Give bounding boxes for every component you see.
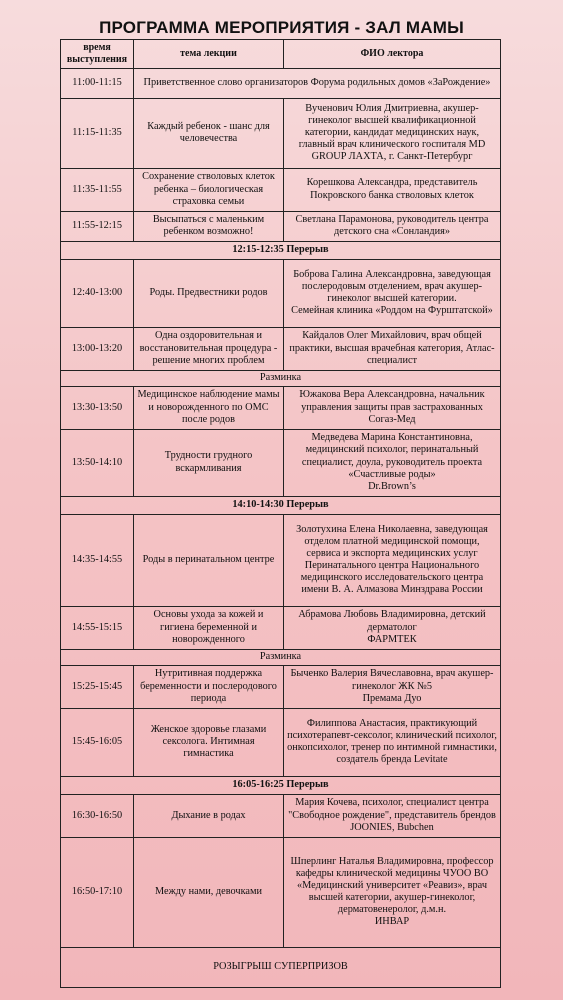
table-row [61, 386, 501, 429]
row-time: 14:35-14:55 [61, 514, 134, 606]
warmup-label: Разминка [61, 649, 501, 665]
break-row [61, 241, 501, 259]
table-row [61, 665, 501, 708]
table-row [61, 68, 501, 98]
page-title: ПРОГРАММА МЕРОПРИЯТИЯ - ЗАЛ МАМЫ [99, 18, 464, 37]
footer-row [61, 947, 501, 987]
warmup-row [61, 370, 501, 386]
row-topic: Нутритивная поддержка беременности и послеродового периода [134, 665, 284, 708]
row-topic: Роды. Предвестники родов [134, 259, 284, 327]
row-speaker: Абрамова Любовь Владимировна, детский дерматолог ФАРМТЕК [284, 606, 501, 649]
table-row [61, 429, 501, 496]
row-speaker: Быченко Валерия Вячеславовна, врач акушер-гинеколог ЖК №5 Премама Дуо [284, 665, 501, 708]
header-topic: тема лекции [134, 40, 284, 69]
row-speaker: Шперлинг Наталья Владимировна, профессор кафедры клинической медицины ЧУОО ВО «Медицинский университет «Реавиз», врач высшей категории, акушер-гинеколог, дерматовенеролог, д.м.н. ИНВАР [284, 837, 501, 947]
warmup-label: Разминка [61, 370, 501, 386]
row-topic: Сохранение стволовых клеток ребенка – биологическая страховка семьи [134, 168, 284, 211]
row-time: 16:30-16:50 [61, 794, 134, 837]
table-row [61, 327, 501, 370]
row-speaker: Мария Кочева, психолог, специалист центра "Свободное рождение", представитель брендов JOONIES, Bubchen [284, 794, 501, 837]
row-topic: Дыхание в родах [134, 794, 284, 837]
row-speaker: Южакова Вера Александровна, начальник управления защиты прав застрахованных Согаз-Мед [284, 386, 501, 429]
row-time: 15:25-15:45 [61, 665, 134, 708]
table-row [61, 259, 501, 327]
row-topic: Трудности грудного вскармливания [134, 429, 284, 496]
row-time: 15:45-16:05 [61, 708, 134, 776]
row-time: 13:50-14:10 [61, 429, 134, 496]
row-time: 11:00-11:15 [61, 68, 134, 98]
row-speaker: Филиппова Анастасия, практикующий психотерапевт-сексолог, клинический психолог, онкопсихолог, тренер по интимной гимнастики, создатель бренда Levitate [284, 708, 501, 776]
row-speaker: Боброва Галина Александровна, заведующая послеродовым отделением, врач акушер-гинеколог высшей категории. Семейная клиника «Роддом на Фурштатской» [284, 259, 501, 327]
break-label: 12:15-12:35 Перерыв [61, 241, 501, 259]
row-time: 12:40-13:00 [61, 259, 134, 327]
row-speaker: Корешкова Александра, представитель Покровского банка стволовых клеток [284, 168, 501, 211]
row-time: 16:50-17:10 [61, 837, 134, 947]
warmup-row [61, 649, 501, 665]
header-time: время выступления [61, 40, 134, 69]
prize-draw-label: РОЗЫГРЫШ СУПЕРПРИЗОВ [61, 947, 501, 987]
break-label: 14:10-14:30 Перерыв [61, 496, 501, 514]
row-welcome: Приветственное слово организаторов Форума родильных домов «ЗаРождение» [134, 68, 501, 98]
table-row [61, 794, 501, 837]
row-speaker: Светлана Парамонова, руководитель центра детского сна «Сонландия» [284, 211, 501, 241]
row-time: 11:35-11:55 [61, 168, 134, 211]
table-row [61, 837, 501, 947]
row-topic: Одна оздоровительная и восстановительная процедура - решение многих проблем [134, 327, 284, 370]
break-label: 16:05-16:25 Перерыв [61, 776, 501, 794]
table-row [61, 606, 501, 649]
row-time: 13:00-13:20 [61, 327, 134, 370]
table-row [61, 168, 501, 211]
row-time: 14:55-15:15 [61, 606, 134, 649]
table-row [61, 98, 501, 168]
row-speaker: Вученович Юлия Дмитриевна, акушер-гинеколог высшей квалификационной категории, кандидат медицинских наук, главный врач клинического госпиталя MD GROUP ЛАХТА, г. Санкт-Петербург [284, 98, 501, 168]
row-speaker: Золотухина Елена Николаевна, заведующая отделом платной медицинской помощи, сервиса и экспорта медицинских услуг Перинатального центра Национального медицинского исследовательского центра имени В. А. Алмазова Минздрава России [284, 514, 501, 606]
table-row [61, 514, 501, 606]
schedule-table [60, 39, 501, 988]
row-topic: Женское здоровье глазами сексолога. Интимная гимнастика [134, 708, 284, 776]
table-row [61, 708, 501, 776]
header-speaker: ФИО лектора [284, 40, 501, 69]
row-topic: Роды в перинатальном центре [134, 514, 284, 606]
break-row [61, 496, 501, 514]
row-time: 11:15-11:35 [61, 98, 134, 168]
table-header-row [61, 40, 501, 69]
row-topic: Основы ухода за кожей и гигиена беременной и новорожденного [134, 606, 284, 649]
row-speaker: Медведева Марина Константиновна, медицинский психолог, перинатальный специалист, доула, руководитель проекта «Счастливые роды» Dr.Brown’s [284, 429, 501, 496]
table-row [61, 211, 501, 241]
row-time: 13:30-13:50 [61, 386, 134, 429]
row-topic: Между нами, девочками [134, 837, 284, 947]
row-topic: Медицинское наблюдение мамы и новорожденного по ОМС после родов [134, 386, 284, 429]
row-speaker: Кайдалов Олег Михайлович, врач общей практики, высшая врачебная категория, Атлас-специалист [284, 327, 501, 370]
break-row [61, 776, 501, 794]
row-topic: Высыпаться с маленьким ребенком возможно! [134, 211, 284, 241]
row-topic: Каждый ребенок - шанс для человечества [134, 98, 284, 168]
row-time: 11:55-12:15 [61, 211, 134, 241]
